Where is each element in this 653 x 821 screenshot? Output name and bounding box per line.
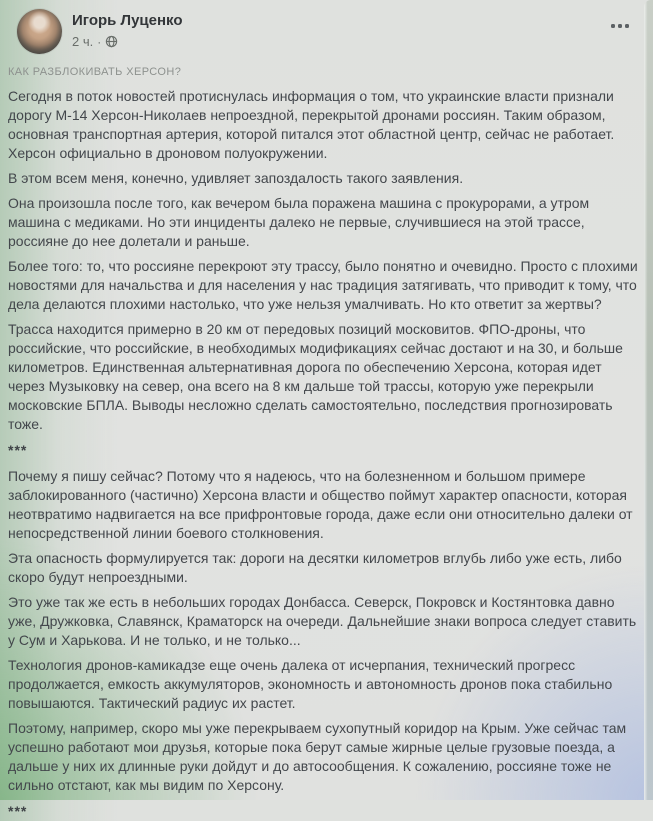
post-separator: *** — [8, 442, 28, 458]
avatar[interactable] — [17, 9, 62, 54]
globe-public-icon — [105, 35, 118, 48]
post-separator: *** — [8, 803, 28, 819]
post-paragraph: Технология дронов-камикадзе еще очень далека от исчерпания, технический прогресс продолжается, емкость аккумуляторов, экономность и автономность дронов пока стабильно повышаются. Тактический радиус их растет. — [8, 657, 613, 711]
meta-separator: · — [97, 34, 102, 49]
post-paragraph: Это уже так же есть в небольших городах Донбасса. Северск, Покровск и Костянтовка давно уже, Дружковка, Славянск, Краматорск на очереди. Дальнейшие знаки вопроса следует ставить у Сум и Харькова. И не только, и не только... — [8, 594, 637, 648]
more-options-icon[interactable] — [607, 20, 633, 32]
post-paragraph: В этом всем меня, конечно, удивляет запоздалость такого заявления. — [8, 170, 464, 186]
post-header-text — [72, 9, 183, 49]
post-paragraph: Она произошла после того, как вечером была поражена машина с прокурорами, а утром машина с медиками. Но эти инциденты далеко не первые, случившиеся на этой трассе, россияне до нее долетали и раньше. — [8, 195, 590, 249]
timestamp[interactable]: 2 ч. — [72, 34, 94, 49]
post-meta — [72, 34, 183, 49]
post-paragraph: Более того: то, что россияне перекроют эту трассу, было понятно и очевидно. Просто с плохими новостями для начальства и для населения у нас традиция затягивать, что приводит к тому, что дела делаются плохими настолько, что уже нельзя умалчивать. Но кто ответит за жертвы? — [8, 258, 638, 312]
post-paragraph: Почему я пишу сейчас? Потому что я надеюсь, что на болезненном и большом примере заблокированного (частично) Херсона власти и общество поймут характер опасности, которая неотвратимо надвигается на все прифронтовые города, даже если они относительно далеки от непосредственной линии боевого столкновения. — [8, 468, 633, 541]
post-paragraph: Сегодня в поток новостей протиснулась информация о том, что украинские власти признали дорогу М-14 Херсон-Николаев непроездной, перекрытой дронами россиян. Таким образом, основная транспортная артерия, которой питался этот областной центр, сейчас не работает. Херсон официально в дроновом полуокружении. — [8, 88, 615, 161]
post-paragraph: Трасса находится примерно в 20 км от передовых позиций московитов. ФПО-дроны, что российские, что российские, в необходимых модификациях сейчас достают и на 30, и больше километров. Единственная альтернативная дорога по обеспечению Херсона, которая идет через Музыковку на север, она всего на 8 км дальше той трассы, которую уже перекрыли московские БПЛА. Выводы несложно сделать самостоятельно, последствия прогнозировать тоже. — [8, 321, 623, 432]
post-header — [0, 0, 653, 54]
post-paragraph: Поэтому, например, скоро мы уже перекрываем сухопутный коридор на Крым. Уже сейчас там успешно работают мои друзья, которые пока берут самые жирные целые грузовые поезда, а дальше у них их длинные руки дойдут и до автосообщения. К сожалению, россияне тоже не сильно отстают, как мы видим по Херсону. — [8, 720, 627, 793]
post-paragraph: Эта опасность формулируется так: дороги на десятки километров вглубь либо уже есть, либо скоро будут непроездными. — [8, 550, 622, 585]
post-kicker: КАК РАЗБЛОКИВАТЬ ХЕРСОН? — [8, 66, 182, 78]
author-name[interactable]: Игорь Луценко — [72, 12, 183, 29]
post-body — [0, 78, 653, 821]
